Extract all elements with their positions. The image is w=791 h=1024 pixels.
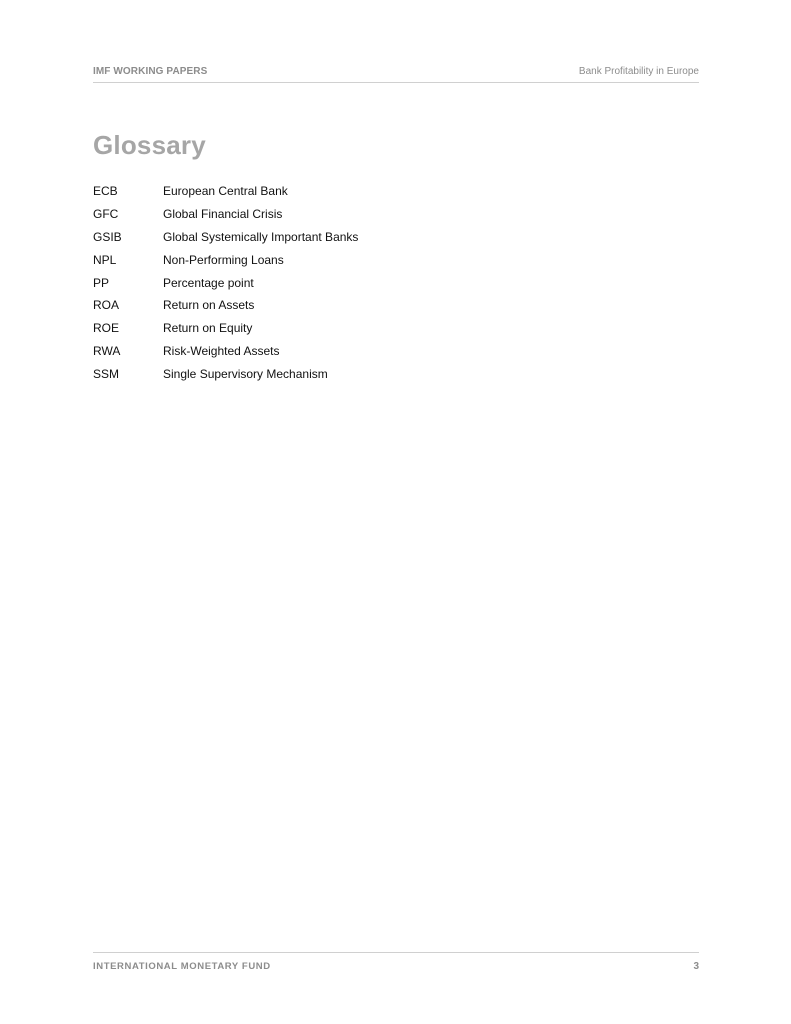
glossary-definition: Single Supervisory Mechanism	[163, 366, 328, 381]
glossary-row	[93, 317, 513, 340]
glossary-term: GSIB	[93, 229, 122, 244]
glossary-definition: Global Financial Crisis	[163, 207, 283, 222]
glossary-definition: Percentage point	[163, 275, 254, 290]
glossary-row	[93, 180, 513, 203]
glossary-row	[93, 203, 513, 226]
glossary-term: ROE	[93, 321, 120, 336]
glossary-definition: Return on Equity	[163, 321, 253, 336]
page-header	[93, 64, 699, 83]
glossary-definition: Risk-Weighted Assets	[163, 343, 280, 358]
glossary-definition: European Central Bank	[163, 184, 288, 199]
glossary-definition: Global Systemically Important Banks	[163, 229, 359, 244]
header-series-label: IMF WORKING PAPERS	[93, 66, 208, 77]
glossary-definition: Non-Performing Loans	[163, 252, 284, 267]
header-paper-title: Bank Profitability in Europe	[578, 66, 699, 77]
glossary-row	[93, 340, 513, 363]
glossary-term: NPL	[93, 252, 117, 267]
page-title: Glossary	[93, 130, 206, 160]
glossary-row	[93, 271, 513, 294]
glossary-term: ECB	[93, 184, 118, 199]
glossary-term: ROA	[93, 298, 120, 313]
page-number: 3	[693, 961, 699, 972]
footer-organization: INTERNATIONAL MONETARY FUND	[93, 961, 271, 972]
glossary-row	[93, 226, 513, 249]
glossary-row	[93, 248, 513, 271]
glossary-definition: Return on Assets	[163, 298, 255, 313]
glossary-list	[93, 180, 513, 385]
page-footer	[93, 952, 699, 976]
glossary-term: SSM	[93, 366, 120, 381]
glossary-term: PP	[93, 275, 110, 290]
glossary-term: RWA	[93, 343, 121, 358]
glossary-row	[93, 362, 513, 385]
glossary-row	[93, 294, 513, 317]
glossary-term: GFC	[93, 207, 119, 222]
